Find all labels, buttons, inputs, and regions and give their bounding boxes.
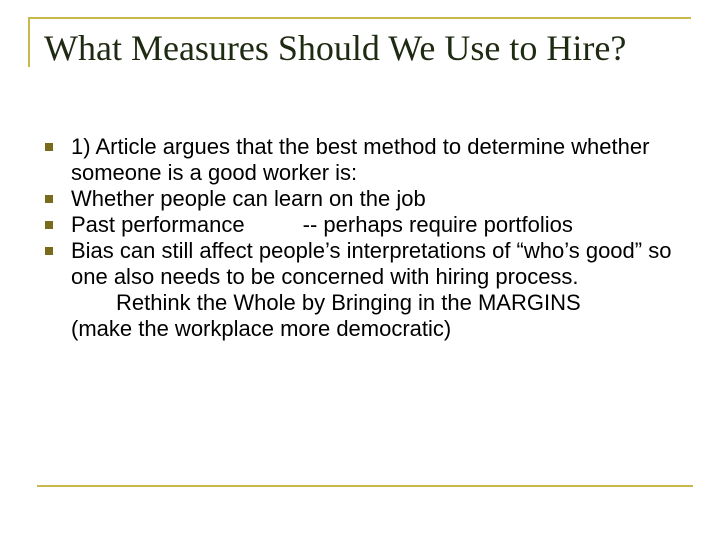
square-bullet-icon xyxy=(45,143,53,151)
bullet-text: Bias can still affect people’s interpretations of “who’s good” so one also needs to be concerned with hiring process. xyxy=(71,238,678,289)
bullet-text-after-gap: -- perhaps require portfolios xyxy=(302,212,573,237)
bullet-item-bias xyxy=(44,238,694,342)
footer-rule xyxy=(37,485,693,487)
bullet-item-learn-on-job xyxy=(44,186,694,212)
title-rule-top xyxy=(28,17,691,19)
title-rule-left xyxy=(28,17,30,67)
square-bullet-icon xyxy=(45,221,53,229)
bullet-subline: Rethink the Whole by Bringing in the MARGINS xyxy=(116,290,581,315)
bullet-item-past-performance xyxy=(44,212,694,238)
square-bullet-icon xyxy=(45,247,53,255)
slide-title: What Measures Should We Use to Hire? xyxy=(44,28,627,68)
bullet-text: Whether people can learn on the job xyxy=(71,186,426,211)
bullet-text-before-gap: Past performance xyxy=(71,212,245,237)
square-bullet-icon xyxy=(45,195,53,203)
bullet-list xyxy=(44,134,694,342)
bullet-text: 1) Article argues that the best method to determine whether someone is a good worker is: xyxy=(71,134,656,185)
bullet-continuation: (make the workplace more democratic) xyxy=(71,316,452,341)
bullet-item-article-argues xyxy=(44,134,694,186)
